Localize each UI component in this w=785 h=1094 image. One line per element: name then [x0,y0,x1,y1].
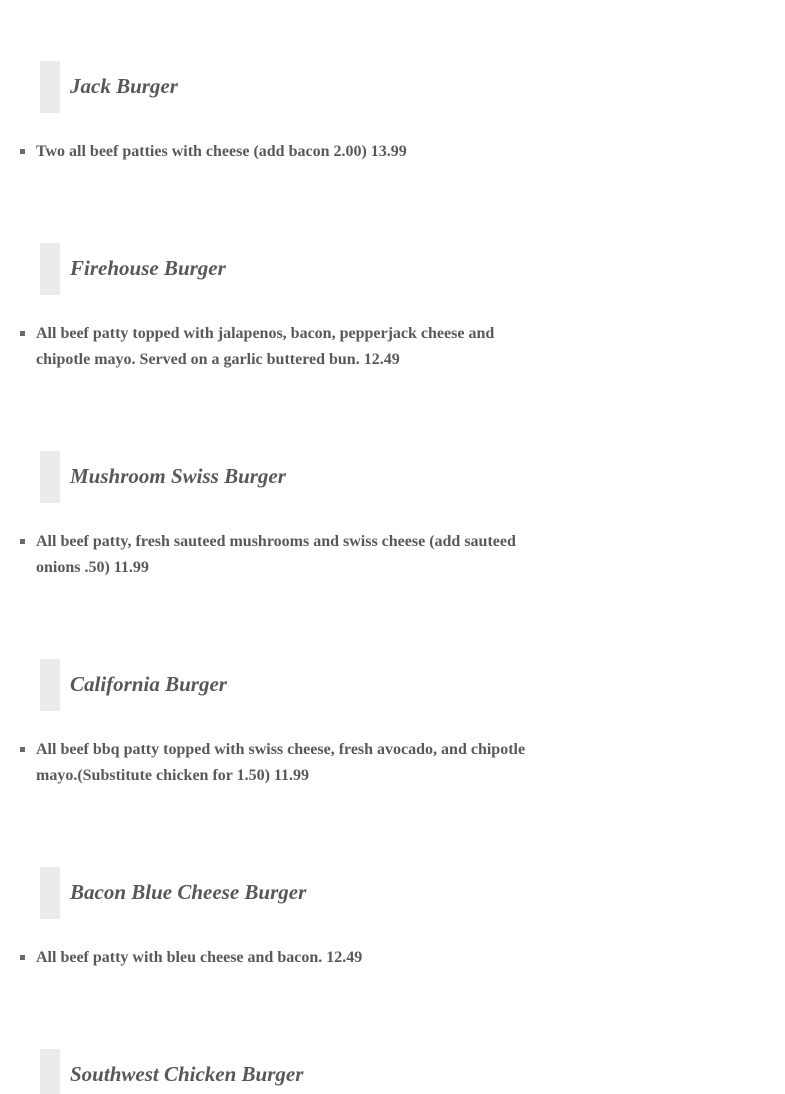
menu-item-bacon-blue-cheese-burger [0,867,536,971]
heading-accent-bar [40,451,60,503]
item-title: Firehouse Burger [70,256,226,280]
heading-accent-bar [40,61,60,113]
item-description-list [0,945,536,971]
item-description-text: All beef patty with bleu cheese and bacon. 12.49 [36,949,363,966]
item-heading [40,61,536,113]
bullet-icon [20,539,25,544]
bullet-icon [20,149,25,154]
item-description [0,139,536,165]
item-description-list [0,139,536,165]
item-title: Southwest Chicken Burger [70,1062,304,1086]
item-description-text: All beef patty, fresh sauteed mushrooms and swiss cheese (add sauteed onions .50) 11.99 [36,533,516,576]
item-heading [40,867,536,919]
menu-item-southwest-chicken-burger [0,1049,304,1094]
menu-item-california-burger [0,659,536,789]
item-heading [40,243,536,295]
item-description-text: Two all beef patties with cheese (add bacon 2.00) 13.99 [36,143,407,160]
item-heading [40,659,536,711]
item-description [0,945,536,971]
item-title: Jack Burger [70,74,178,98]
menu-item-mushroom-swiss-burger [0,451,536,581]
heading-accent-bar [40,659,60,711]
item-description [0,321,536,373]
bullet-icon [20,955,25,960]
item-heading [40,451,536,503]
heading-accent-bar [40,867,60,919]
menu-item-firehouse-burger [0,243,536,373]
item-description-list [0,321,536,373]
item-title: California Burger [70,672,227,696]
item-description-text: All beef bbq patty topped with swiss cheese, fresh avocado, and chipotle mayo.(Substitute chicken for 1.50) 11.99 [36,741,526,784]
item-title: Bacon Blue Cheese Burger [70,880,307,904]
item-description-text: All beef patty topped with jalapenos, bacon, pepperjack cheese and chipotle mayo. Served on a garlic buttered bun. 12.49 [36,325,495,368]
item-title: Mushroom Swiss Burger [70,464,286,488]
item-description-list [0,529,536,581]
item-description [0,529,536,581]
heading-accent-bar [40,1049,60,1094]
bullet-icon [20,331,25,336]
heading-accent-bar [40,243,60,295]
menu-item-jack-burger [0,61,536,165]
bullet-icon [20,747,25,752]
item-description-list [0,737,536,789]
item-description [0,737,536,789]
